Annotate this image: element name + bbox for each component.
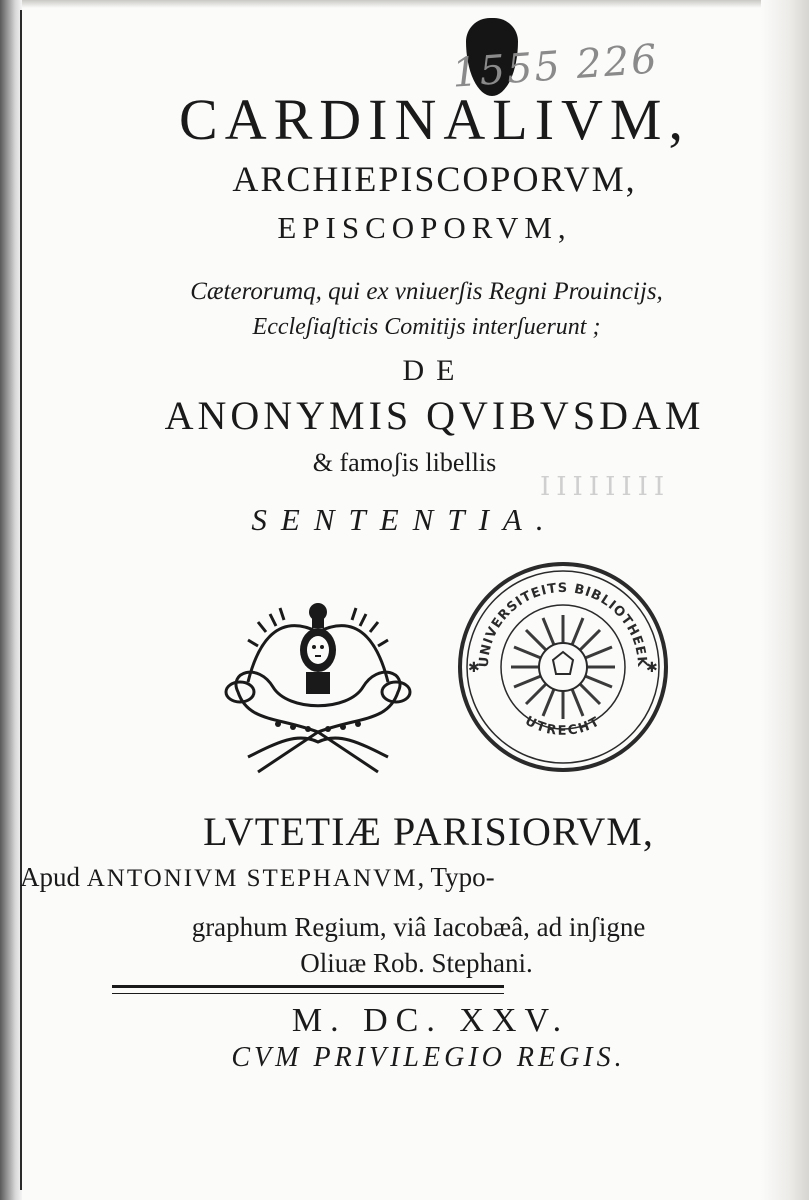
- title-line-6: DE: [402, 354, 467, 387]
- divider-rule-thick: [112, 985, 504, 988]
- title-line-7: ANONYMIS QVIBVSDAM: [164, 393, 705, 438]
- title-line-1: CARDINALIVM,: [179, 87, 690, 152]
- svg-text:✱: ✱: [646, 661, 658, 676]
- stamp-bottom-text: UTRECHT: [522, 713, 604, 739]
- imprint-city: LVTETIÆ PARISIORVM,: [203, 809, 654, 854]
- imprint-line-3: graphum Regium, viâ Iacobæâ, ad inʃigne: [191, 912, 646, 942]
- handwritten-shelfmark: 1555 226: [450, 36, 661, 97]
- imprint-line-4: Oliuæ Rob. Stephani.: [300, 948, 533, 978]
- imprint-line-2: [20, 862, 660, 893]
- imprint-typo: , Typo-: [417, 862, 495, 892]
- title-line-5: Eccleʃiaʃticis Comitijs interʃuerunt ;: [252, 314, 601, 340]
- svg-text:✱: ✱: [468, 661, 480, 676]
- imprint-printer-name: ANTONIVM STEPHANVM: [86, 865, 418, 892]
- title-line-3: EPISCOPORVM,: [277, 210, 572, 245]
- title-line-4: Cæterorumq, qui ex vniuerʃis Regni Prouincijs,: [190, 278, 663, 305]
- title-line-9: SENTENTIA.: [251, 502, 558, 537]
- publication-date: M. DC. XXV.: [291, 1002, 570, 1039]
- show-through-text: IIIIIIII: [540, 472, 671, 502]
- stamp-top-text: UNIVERSITEITS BIBLIOTHEEK: [476, 580, 650, 668]
- imprint-apud: Apud: [20, 862, 87, 892]
- library-stamp: [456, 560, 670, 774]
- title-line-2: ARCHIEPISCOPORVM,: [232, 159, 637, 199]
- privilege-line: CVM PRIVILEGIO REGIS.: [231, 1042, 626, 1073]
- divider-rule-thin: [112, 993, 504, 994]
- printers-device-ornament: [218, 592, 418, 782]
- title-line-8: & famoʃis libellis: [312, 448, 497, 477]
- page-top-edge: [22, 0, 809, 8]
